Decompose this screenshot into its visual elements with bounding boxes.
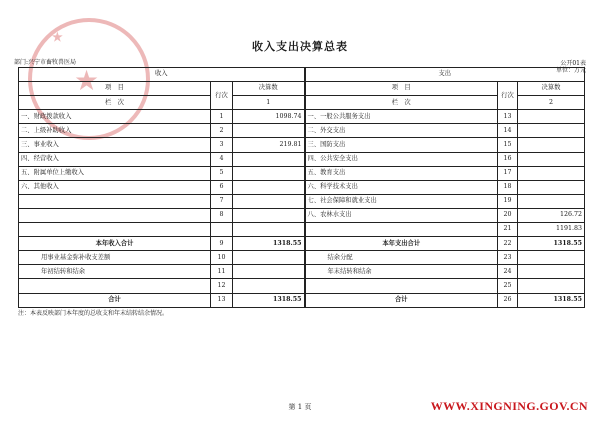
expense-amount-cell: 1318.55	[518, 237, 585, 251]
expense-seq-cell: 17	[498, 166, 518, 180]
expense-amount-cell	[518, 194, 585, 208]
table-row	[19, 237, 585, 251]
expense-amount-cell: 1318.55	[518, 293, 585, 307]
income-item-cell: 合计	[19, 293, 211, 307]
expense-item-cell: 六、科学技术支出	[305, 180, 498, 194]
income-item-cell	[19, 208, 211, 222]
income-item-cell: 年初结转和结余	[19, 265, 211, 279]
expense-seq-cell: 25	[498, 279, 518, 293]
income-item-cell	[19, 223, 211, 237]
income-seq-cell: 13	[211, 293, 233, 307]
income-amount-cell	[233, 180, 305, 194]
income-seq-cell: 1	[211, 110, 233, 124]
expense-item-cell	[305, 279, 498, 293]
income-item-cell: 六、其他收入	[19, 180, 211, 194]
income-amount-cell	[233, 265, 305, 279]
expense-item-cell: 四、公共安全支出	[305, 152, 498, 166]
income-seq-header: 行次	[211, 82, 233, 110]
expense-seq-cell: 14	[498, 124, 518, 138]
expense-amount-cell	[518, 110, 585, 124]
expense-amount-cell	[518, 180, 585, 194]
expense-amount-cell	[518, 124, 585, 138]
income-item-cell	[19, 194, 211, 208]
income-item-cell: 三、事业收入	[19, 138, 211, 152]
form-code: 公开01表	[560, 60, 586, 67]
income-amount-cell: 219.81	[233, 138, 305, 152]
unit-label: 单位：万元	[555, 67, 586, 74]
expense-item-cell: 八、农林水支出	[305, 208, 498, 222]
expense-amount-cell	[518, 166, 585, 180]
expense-item-cell: 一、一般公共服务支出	[305, 110, 498, 124]
income-seq-cell: 4	[211, 152, 233, 166]
income-seq-cell: 10	[211, 251, 233, 265]
income-expense-table	[18, 67, 585, 308]
income-item-cell: 五、附属单位上缴收入	[19, 166, 211, 180]
expense-item-cell: 年末结转和结余	[305, 265, 498, 279]
expense-item-cell: 本年支出合计	[305, 237, 498, 251]
expense-seq-cell: 21	[498, 223, 518, 237]
table-row	[19, 152, 585, 166]
income-seq-cell: 3	[211, 138, 233, 152]
expense-seq-cell: 13	[498, 110, 518, 124]
income-item-cell	[19, 279, 211, 293]
income-seq-cell: 12	[211, 279, 233, 293]
expense-item-cell: 三、国防支出	[305, 138, 498, 152]
table-row	[19, 124, 585, 138]
report-title: 收入支出决算总表	[252, 40, 348, 53]
table-row	[19, 208, 585, 222]
income-seq-cell: 7	[211, 194, 233, 208]
income-amount-cell: 1098.74	[233, 110, 305, 124]
income-seq-cell: 2	[211, 124, 233, 138]
site-watermark: WWW.XINGNING.GOV.CN	[430, 399, 588, 413]
column-header-row	[19, 82, 585, 96]
expense-amount-cell: 126.72	[518, 208, 585, 222]
income-item-cell: 一、财政拨款收入	[19, 110, 211, 124]
expense-seq-cell: 16	[498, 152, 518, 166]
income-amount-cell: 1318.55	[233, 237, 305, 251]
section-header-row	[19, 68, 585, 82]
table-row	[19, 110, 585, 124]
income-amount-cell	[233, 124, 305, 138]
income-amount-cell: 1318.55	[233, 293, 305, 307]
income-amount-cell	[233, 152, 305, 166]
expense-seq-cell: 20	[498, 208, 518, 222]
table-note: 注：本表反映部门本年度的总收支和年末结转结余情况。	[18, 310, 169, 317]
expense-item-cell: 结余分配	[305, 251, 498, 265]
table-row	[19, 265, 585, 279]
income-amount-cell	[233, 166, 305, 180]
expense-col-index: 2	[518, 96, 585, 110]
income-item-cell: 四、经营收入	[19, 152, 211, 166]
income-section-header: 收入	[19, 68, 305, 82]
income-amount-cell	[233, 223, 305, 237]
table-row	[19, 194, 585, 208]
income-amount-header: 决算数	[233, 82, 305, 96]
expense-amount-cell	[518, 152, 585, 166]
income-item-header: 项 目	[19, 82, 211, 96]
income-seq-cell: 8	[211, 208, 233, 222]
official-seal: ★ ★	[28, 18, 150, 140]
expense-item-cell: 五、教育支出	[305, 166, 498, 180]
expense-seq-cell: 18	[498, 180, 518, 194]
table-row	[19, 180, 585, 194]
income-item-cell: 用事业基金弥补收支差额	[19, 251, 211, 265]
income-seq-cell	[211, 223, 233, 237]
income-seq-cell: 9	[211, 237, 233, 251]
expense-seq-cell: 26	[498, 293, 518, 307]
expense-item-cell: 七、社会保障和就业支出	[305, 194, 498, 208]
table-row	[19, 293, 585, 307]
expense-seq-header: 行次	[498, 82, 518, 110]
expense-item-cell: 合计	[305, 293, 498, 307]
expense-amount-cell: 1191.83	[518, 223, 585, 237]
page-number: 第 1 页	[288, 403, 312, 411]
expense-amount-cell	[518, 279, 585, 293]
expense-seq-cell: 23	[498, 251, 518, 265]
expense-section-header: 支出	[305, 68, 585, 82]
table-row	[19, 166, 585, 180]
income-item-cell: 二、上级补助收入	[19, 124, 211, 138]
expense-item-cell: 二、外交支出	[305, 124, 498, 138]
income-seq-cell: 11	[211, 265, 233, 279]
table-row	[19, 251, 585, 265]
expense-seq-cell: 24	[498, 265, 518, 279]
expense-seq-cell: 22	[498, 237, 518, 251]
income-item-cell: 本年收入合计	[19, 237, 211, 251]
department-name: 部门:兴宁市畜牧兽医局	[14, 59, 77, 66]
expense-item-header: 项 目	[305, 82, 498, 96]
expense-item-cell	[305, 223, 498, 237]
table-row	[19, 223, 585, 237]
expense-row-header: 栏 次	[305, 96, 498, 110]
income-col-index: 1	[233, 96, 305, 110]
expense-amount-header: 决算数	[518, 82, 585, 96]
expense-seq-cell: 15	[498, 138, 518, 152]
income-seq-cell: 5	[211, 166, 233, 180]
income-amount-cell	[233, 251, 305, 265]
expense-amount-cell	[518, 138, 585, 152]
table-row	[19, 279, 585, 293]
income-seq-cell: 6	[211, 180, 233, 194]
income-amount-cell	[233, 279, 305, 293]
expense-amount-cell	[518, 265, 585, 279]
table-row	[19, 138, 585, 152]
income-amount-cell	[233, 208, 305, 222]
income-amount-cell	[233, 194, 305, 208]
income-row-header: 栏 次	[19, 96, 211, 110]
expense-seq-cell: 19	[498, 194, 518, 208]
expense-amount-cell	[518, 251, 585, 265]
seal-star-icon: ★	[74, 64, 100, 97]
